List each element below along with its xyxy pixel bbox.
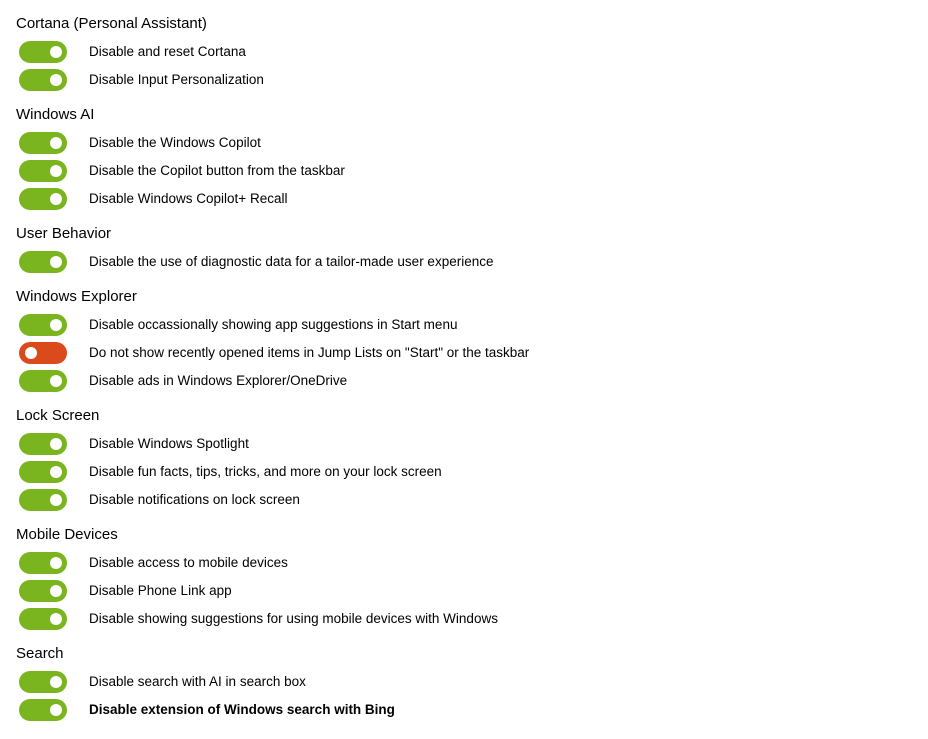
toggle-switch[interactable] [19, 314, 67, 336]
section-title: Windows Explorer [16, 288, 137, 305]
toggle-switch[interactable] [19, 580, 67, 602]
toggle-knob [50, 165, 62, 177]
setting-row [0, 314, 928, 336]
section-title: Search [16, 645, 64, 662]
setting-row [0, 552, 928, 574]
setting-label: Disable notifications on lock screen [89, 492, 300, 507]
setting-label: Disable showing suggestions for using mobile devices with Windows [89, 611, 498, 626]
section-title: Cortana (Personal Assistant) [16, 15, 207, 32]
toggle-knob [50, 319, 62, 331]
setting-label: Disable occassionally showing app suggestions in Start menu [89, 317, 458, 332]
toggle-switch[interactable] [19, 342, 67, 364]
setting-label: Disable Windows Copilot+ Recall [89, 191, 288, 206]
setting-row [0, 188, 928, 210]
setting-label: Disable extension of Windows search with Bing [89, 702, 395, 717]
setting-row [0, 41, 928, 63]
setting-label: Disable fun facts, tips, tricks, and more on your lock screen [89, 464, 442, 479]
toggle-knob [50, 557, 62, 569]
section-title: User Behavior [16, 225, 112, 242]
toggle-switch[interactable] [19, 188, 67, 210]
toggle-knob [50, 74, 62, 86]
setting-label: Disable Windows Spotlight [89, 436, 249, 451]
setting-label: Disable ads in Windows Explorer/OneDrive [89, 373, 348, 388]
toggle-knob [50, 466, 62, 478]
toggle-switch[interactable] [19, 552, 67, 574]
setting-row [0, 132, 928, 154]
toggle-switch[interactable] [19, 489, 67, 511]
toggle-switch[interactable] [19, 251, 67, 273]
toggle-knob [50, 256, 62, 268]
toggle-knob [50, 438, 62, 450]
setting-label: Disable and reset Cortana [89, 44, 246, 59]
setting-row [0, 160, 928, 182]
toggle-switch[interactable] [19, 69, 67, 91]
setting-label: Do not show recently opened items in Jump Lists on "Start" or the taskbar [89, 345, 530, 360]
toggle-knob [50, 613, 62, 625]
toggle-knob [50, 193, 62, 205]
toggle-knob [50, 704, 62, 716]
setting-label: Disable the Windows Copilot [89, 135, 261, 150]
setting-label: Disable Input Personalization [89, 72, 264, 87]
setting-label: Disable Phone Link app [89, 583, 232, 598]
setting-row [0, 370, 928, 392]
setting-label: Disable the Copilot button from the taskbar [89, 163, 345, 178]
setting-row [0, 342, 928, 364]
toggle-knob [50, 375, 62, 387]
toggle-knob [50, 676, 62, 688]
toggle-knob [25, 347, 37, 359]
setting-row [0, 580, 928, 602]
toggle-switch[interactable] [19, 160, 67, 182]
toggle-switch[interactable] [19, 699, 67, 721]
setting-label: Disable search with AI in search box [89, 674, 306, 689]
toggle-switch[interactable] [19, 461, 67, 483]
toggle-switch[interactable] [19, 433, 67, 455]
setting-row [0, 461, 928, 483]
toggle-switch[interactable] [19, 370, 67, 392]
toggle-switch[interactable] [19, 608, 67, 630]
setting-row [0, 251, 928, 273]
section-title: Windows AI [16, 106, 95, 123]
setting-row [0, 69, 928, 91]
setting-row [0, 433, 928, 455]
setting-label: Disable access to mobile devices [89, 555, 288, 570]
toggle-switch[interactable] [19, 671, 67, 693]
section-title: Lock Screen [16, 407, 100, 424]
toggle-knob [50, 585, 62, 597]
setting-row [0, 489, 928, 511]
setting-label: Disable the use of diagnostic data for a tailor-made user experience [89, 254, 494, 269]
toggle-switch[interactable] [19, 132, 67, 154]
setting-row [0, 671, 928, 693]
toggle-knob [50, 46, 62, 58]
setting-row [0, 608, 928, 630]
toggle-switch[interactable] [19, 41, 67, 63]
section-title: Mobile Devices [16, 526, 118, 543]
setting-row [0, 699, 928, 721]
toggle-knob [50, 137, 62, 149]
toggle-knob [50, 494, 62, 506]
